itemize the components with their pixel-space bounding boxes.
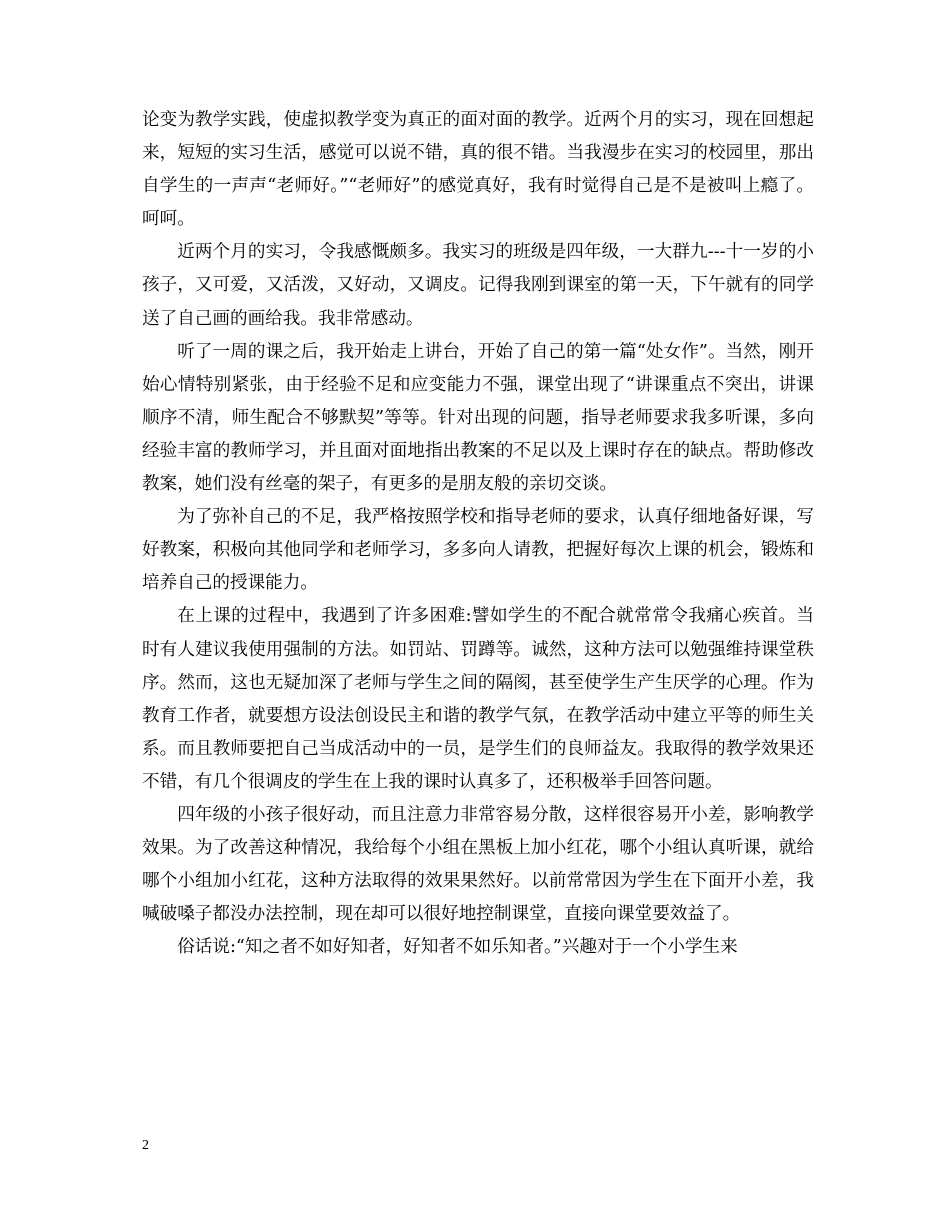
paragraph-5: 在上课的过程中，我遇到了许多困难:譬如学生的不配合就常常令我痛心疾首。当时有人建议我使用强制的方法。如罚站、罚蹲等。诚然，这种方法可以勉强维持课堂秩序。然而，这也无疑加深了老师与学生之间的隔阂，甚至使学生产生厌学的心理。作为教育工作者，就要想方设法创设民主和谐的教学气氛，在教学活动中建立平等的师生关系。而且教师要把自己当成活动中的一员，是学生们的良师益友。我取得的教学效果还不错，有几个很调皮的学生在上我的课时认真多了，还积极举手回答问题。 (142, 606, 814, 792)
paragraph-6: 四年级的小孩子很好动，而且注意力非常容易分散，这样很容易开小差，影响教学效果。为了改善这种情况，我给每个小组在黑板上加小红花，哪个小组认真听课，就给哪个小组加小红花，这种方法取得的效果果然好。以前常常因为学生在下面开小差，我喊破嗓子都没办法控制，现在却可以很好地控制课堂，直接向课堂要效益了。 (142, 804, 814, 925)
paragraph-2: 近两个月的实习，令我感慨颇多。我实习的班级是四年级，一大群九---十一岁的小孩子，又可爱，又活泼，又好动，又调皮。记得我刚到课室的第一天，下午就有的同学送了自己画的画给我。我非常感动。 (142, 242, 814, 329)
page-number: 2 (142, 1138, 149, 1153)
paragraph-3: 听了一周的课之后，我开始走上讲台，开始了自己的第一篇“处女作”。当然，刚开始心情特别紧张，由于经验不足和应变能力不强，课堂出现了“讲课重点不突出，讲课顺序不清，师生配合不够默契”等等。针对出现的问题，指导老师要求我多听课，多向经验丰富的教师学习，并且面对面地指出教案的不足以及上课时存在的缺点。帮助修改教案，她们没有丝毫的架子，有更多的是朋友般的亲切交谈。 (142, 341, 814, 495)
document-body (142, 104, 814, 964)
paragraph-7: 俗话说:“知之者不如好知者，好知者不如乐知者。”兴趣对于一个小学生来 (177, 937, 738, 958)
paragraph-4: 为了弥补自己的不足，我严格按照学校和指导老师的要求，认真仔细地备好课，写好教案，积极向其他同学和老师学习，多多向人请教，把握好每次上课的机会，锻炼和培养自己的授课能力。 (142, 507, 814, 594)
paragraph-1: 论变为教学实践，使虚拟教学变为真正的面对面的教学。近两个月的实习，现在回想起来，短短的实习生活，感觉可以说不错，真的很不错。当我漫步在实习的校园里，那出自学生的一声声“老师好。”“老师好”的感觉真好，我有时觉得自己是不是被叫上瘾了。呵呵。 (142, 110, 814, 230)
